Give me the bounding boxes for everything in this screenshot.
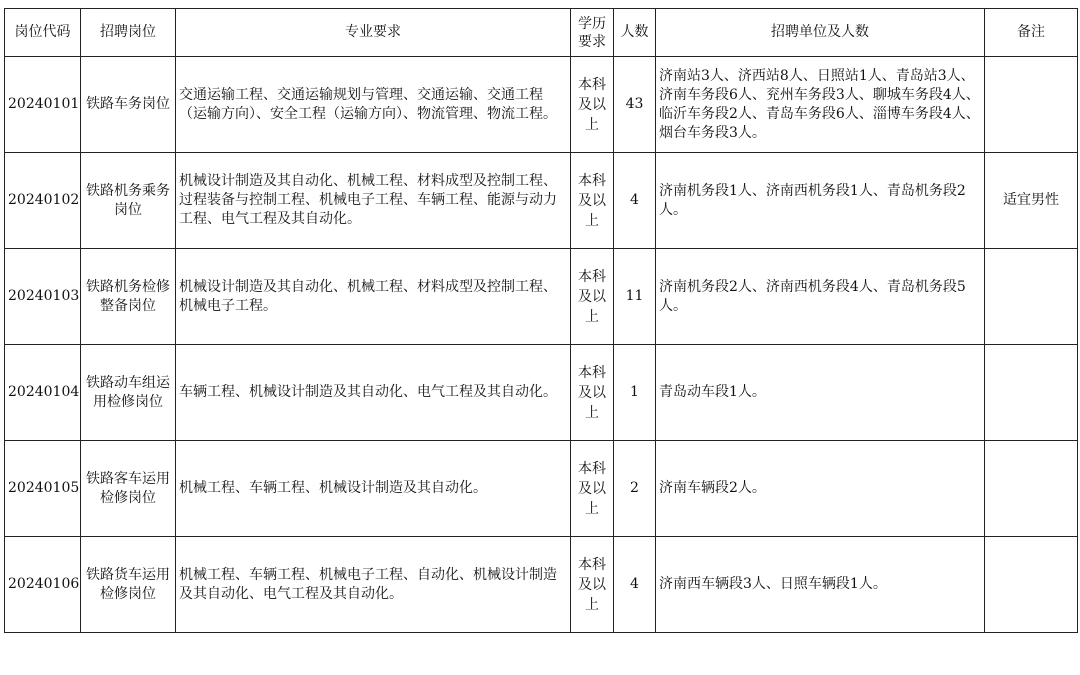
table-row xyxy=(5,537,1078,633)
row-major: 交通运输工程、交通运输规划与管理、交通运输、交通工程（运输方向）、安全工程（运输方向）、物流管理、物流工程。 xyxy=(176,57,571,153)
table-row xyxy=(5,441,1078,537)
row-education: 本科及以上 xyxy=(571,249,614,345)
row-count: 11 xyxy=(614,249,656,345)
row-major: 车辆工程、机械设计制造及其自动化、电气工程及其自动化。 xyxy=(176,345,571,441)
header-position: 招聘岗位 xyxy=(81,9,176,57)
row-count: 2 xyxy=(614,441,656,537)
row-position: 铁路客车运用检修岗位 xyxy=(81,441,176,537)
table-row xyxy=(5,249,1078,345)
row-remark xyxy=(985,441,1078,537)
row-education: 本科及以上 xyxy=(571,57,614,153)
row-units: 青岛动车段1人。 xyxy=(656,345,985,441)
table-row xyxy=(5,57,1078,153)
row-remark xyxy=(985,57,1078,153)
row-units: 济南车辆段2人。 xyxy=(656,441,985,537)
row-count: 4 xyxy=(614,537,656,633)
row-units: 济南站3人、济西站8人、日照站1人、青岛站3人、济南车务段6人、兖州车务段3人、聊城车务段4人、临沂车务段2人、青岛车务段6人、淄博车务段4人、烟台车务段3人。 xyxy=(656,57,985,153)
row-remark xyxy=(985,345,1078,441)
row-education: 本科及以上 xyxy=(571,441,614,537)
row-remark xyxy=(985,249,1078,345)
row-education: 本科及以上 xyxy=(571,345,614,441)
header-row xyxy=(5,9,1078,57)
header-education: 学历要求 xyxy=(571,9,614,57)
header-units: 招聘单位及人数 xyxy=(656,9,985,57)
table-row xyxy=(5,153,1078,249)
row-major: 机械设计制造及其自动化、机械工程、材料成型及控制工程、机械电子工程。 xyxy=(176,249,571,345)
row-count: 1 xyxy=(614,345,656,441)
row-count: 4 xyxy=(614,153,656,249)
row-units: 济南西车辆段3人、日照车辆段1人。 xyxy=(656,537,985,633)
header-count: 人数 xyxy=(614,9,656,57)
row-code: 20240102 xyxy=(5,153,81,249)
row-code: 20240105 xyxy=(5,441,81,537)
row-code: 20240103 xyxy=(5,249,81,345)
table-row xyxy=(5,345,1078,441)
row-education: 本科及以上 xyxy=(571,537,614,633)
row-units: 济南机务段1人、济南西机务段1人、青岛机务段2人。 xyxy=(656,153,985,249)
row-count: 43 xyxy=(614,57,656,153)
row-major: 机械工程、车辆工程、机械设计制造及其自动化。 xyxy=(176,441,571,537)
row-units: 济南机务段2人、济南西机务段4人、青岛机务段5人。 xyxy=(656,249,985,345)
row-remark: 适宜男性 xyxy=(985,153,1078,249)
row-position: 铁路货车运用检修岗位 xyxy=(81,537,176,633)
row-position: 铁路机务乘务岗位 xyxy=(81,153,176,249)
row-major: 机械工程、车辆工程、机械电子工程、自动化、机械设计制造及其自动化、电气工程及其自动化。 xyxy=(176,537,571,633)
row-position: 铁路机务检修整备岗位 xyxy=(81,249,176,345)
row-code: 20240106 xyxy=(5,537,81,633)
row-position: 铁路动车组运用检修岗位 xyxy=(81,345,176,441)
header-major: 专业要求 xyxy=(176,9,571,57)
row-education: 本科及以上 xyxy=(571,153,614,249)
row-code: 20240104 xyxy=(5,345,81,441)
header-remark: 备注 xyxy=(985,9,1078,57)
recruitment-table-wrapper xyxy=(4,8,1078,633)
header-code: 岗位代码 xyxy=(5,9,81,57)
row-remark xyxy=(985,537,1078,633)
recruitment-table xyxy=(4,8,1078,633)
row-code: 20240101 xyxy=(5,57,81,153)
row-major: 机械设计制造及其自动化、机械工程、材料成型及控制工程、过程装备与控制工程、机械电子工程、车辆工程、能源与动力工程、电气工程及其自动化。 xyxy=(176,153,571,249)
row-position: 铁路车务岗位 xyxy=(81,57,176,153)
